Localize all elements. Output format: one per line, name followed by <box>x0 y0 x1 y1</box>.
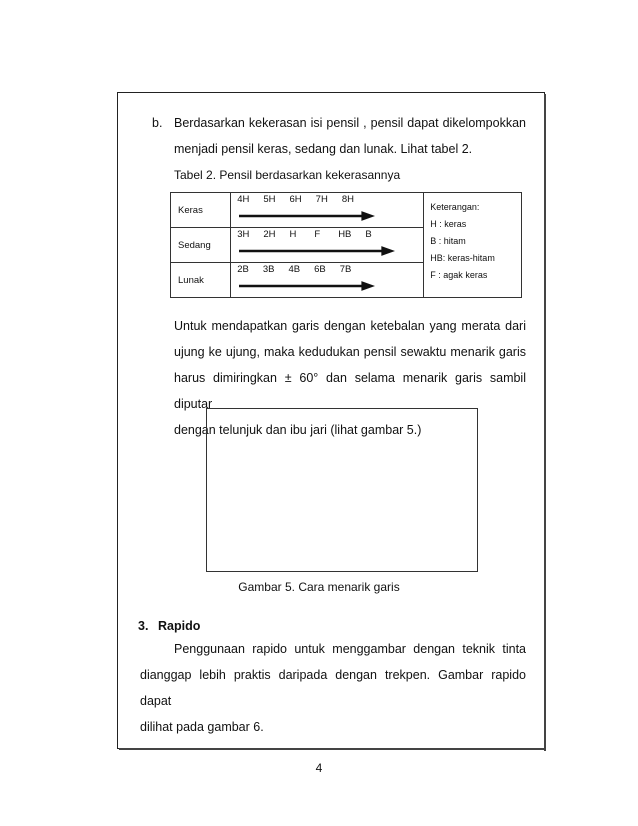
grade-label: 6H <box>289 194 302 205</box>
grade-list <box>237 229 386 240</box>
paragraph-rapido <box>140 636 526 740</box>
grade-label: HB <box>338 229 352 240</box>
paragraph-line: dilihat pada gambar 6. <box>140 720 264 734</box>
paragraph-line-text: Penggunaan rapido untuk menggambar dengan teknik tinta <box>174 642 526 656</box>
legend-cell <box>424 193 522 298</box>
grade-scale-cell <box>231 263 424 298</box>
arrow-right-icon <box>239 246 395 256</box>
grade-label: 4B <box>288 264 301 275</box>
page-frame-shadow-bottom <box>119 748 546 750</box>
page-number: 4 <box>315 761 323 775</box>
legend-line: H : keras <box>430 219 467 229</box>
grade-label: 3B <box>262 264 275 275</box>
grade-label: 5H <box>263 194 276 205</box>
legend-title: Keterangan: <box>430 202 480 212</box>
grade-label: 3H <box>237 229 250 240</box>
paragraph-line: dengan telunjuk dan ibu jari (lihat gambar 5.) <box>174 423 422 437</box>
list-marker-b: b. <box>152 116 163 130</box>
grade-scale-cell <box>231 193 424 228</box>
row-label: Lunak <box>171 263 231 298</box>
grade-label: H <box>289 229 297 240</box>
grade-label: 7H <box>315 194 328 205</box>
grade-label: 4H <box>237 194 250 205</box>
page-frame-shadow-right <box>544 94 546 751</box>
grade-label: 6B <box>314 264 326 275</box>
row-label: Sedang <box>171 228 231 263</box>
grade-label: F <box>314 229 321 240</box>
paragraph-line <box>140 636 526 662</box>
figure-caption: Gambar 5. Cara menarik garis <box>238 580 400 594</box>
section-title: Rapido <box>158 619 201 633</box>
grade-label: 2H <box>263 229 276 240</box>
paragraph-line: harus dimiringkan ± 60° dan selama menarik garis sambil diputar <box>174 371 526 411</box>
arrow-right-icon <box>239 211 375 221</box>
paragraph-pencil-hardness <box>174 110 526 162</box>
grade-label: 8H <box>341 194 354 205</box>
grade-label: 2B <box>237 264 249 275</box>
grade-list <box>237 194 368 205</box>
figure-placeholder <box>206 408 478 572</box>
grade-list <box>237 264 365 275</box>
paragraph-line: ujung ke ujung, maka kedudukan pensil sewaktu menarik garis <box>174 345 526 359</box>
pencil-hardness-table <box>170 192 522 298</box>
row-label: Keras <box>171 193 231 228</box>
section-number: 3. <box>138 619 149 633</box>
table-title: Tabel 2. Pensil berdasarkan kekerasannya <box>174 168 401 182</box>
paragraph-line: Berdasarkan kekerasan isi pensil , pensil dapat dikelompokkan <box>174 116 526 130</box>
arrow-right-icon <box>239 281 375 291</box>
legend-line: F : agak keras <box>430 270 488 280</box>
paragraph-line: menjadi pensil keras, sedang dan lunak. Lihat tabel 2. <box>174 142 473 156</box>
paragraph-line: Untuk mendapatkan garis dengan ketebalan yang merata dari <box>174 319 526 333</box>
grade-scale-cell <box>231 228 424 263</box>
legend-line: B : hitam <box>430 236 466 246</box>
table-row <box>171 193 522 228</box>
paragraph-line: dianggap lebih praktis daripada dengan trekpen. Gambar rapido dapat <box>140 668 526 708</box>
legend-line: HB: keras-hitam <box>430 253 495 263</box>
grade-label: B <box>365 229 372 240</box>
grade-label: 7B <box>339 264 352 275</box>
